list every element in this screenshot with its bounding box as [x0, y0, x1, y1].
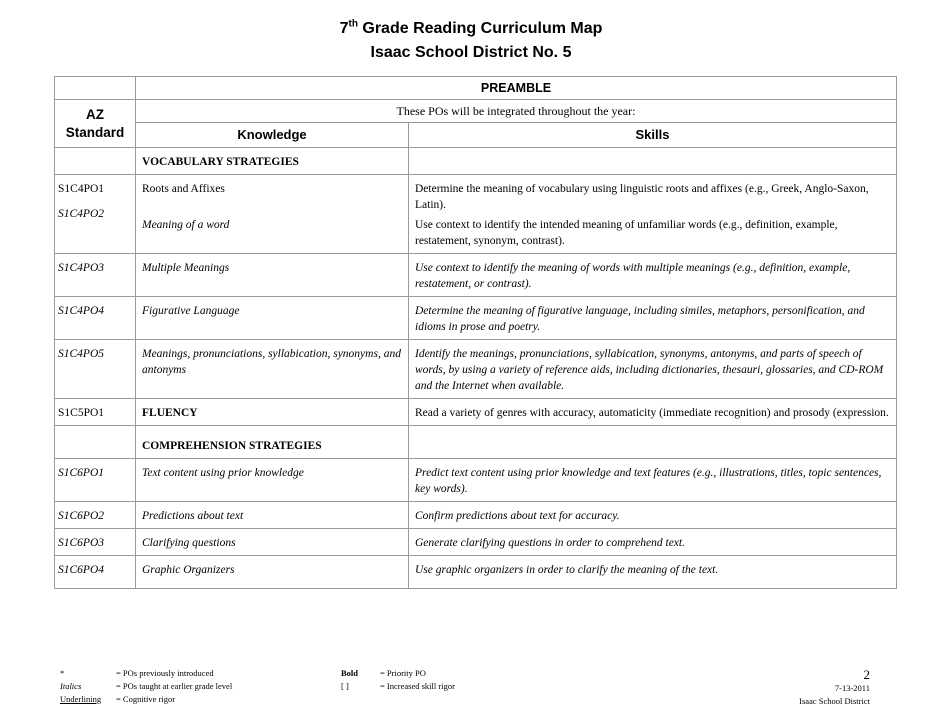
skill-cell: Identify the meanings, pronunciations, syllabication, synonyms, antonyms, and parts of speech of words, by using a variety of reference aids, including dictionaries, thesauri, glossaries, and CD-ROM and the Internet when available.	[409, 340, 897, 399]
knowledge-cell: Meanings, pronunciations, syllabication, synonyms, and antonyms	[136, 340, 409, 399]
po-code: S1C4PO2	[58, 208, 104, 220]
integration-row	[55, 100, 897, 123]
knowledge-cell: Figurative Language	[136, 297, 409, 340]
section-heading: VOCABULARY STRATEGIES	[136, 148, 409, 175]
column-header-row	[55, 123, 897, 148]
skill-cell: Generate clarifying questions in order to comprehend text.	[409, 529, 897, 556]
po-code: S1C6PO4	[55, 556, 136, 589]
skill-cell: Use context to identify the intended meaning of unfamiliar words (e.g., definition, example, restatement, synonym, contrast).	[415, 219, 838, 247]
skill-cell: Use graphic organizers in order to clarify the meaning of the text.	[409, 556, 897, 589]
po-code: S1C6PO1	[55, 459, 136, 502]
revision-date: 7-13-2011	[834, 683, 870, 693]
knowledge-cell: Graphic Organizers	[136, 556, 409, 589]
po-code: S1C6PO2	[55, 502, 136, 529]
knowledge-cell: FLUENCY	[136, 399, 409, 426]
knowledge-cell: Multiple Meanings	[136, 254, 409, 297]
legend-symbol: [ ]	[341, 681, 349, 691]
knowledge-cell: Meaning of a word	[142, 219, 230, 231]
legend-meaning: = Priority PO	[380, 668, 426, 678]
skill-cell: Use context to identify the meaning of words with multiple meanings (e.g., definition, example, restatement, or contrast).	[409, 254, 897, 297]
po-code: S1C5PO1	[55, 399, 136, 426]
legend-symbol: Italics	[60, 681, 82, 691]
curriculum-table	[54, 76, 897, 589]
legend-symbol: *	[60, 668, 65, 678]
table-row	[55, 340, 897, 399]
district-name: Isaac School District No. 5	[370, 44, 572, 61]
knowledge-cell: Predictions about text	[136, 502, 409, 529]
page-info	[799, 667, 870, 708]
organization: Isaac School District	[799, 696, 870, 706]
po-code: S1C4PO4	[55, 297, 136, 340]
legend-meaning: = POs taught at earlier grade level	[116, 681, 233, 691]
table-row	[55, 459, 897, 502]
table-row	[55, 254, 897, 297]
po-code: S1C4PO5	[55, 340, 136, 399]
table-row	[55, 297, 897, 340]
skill-cell: Read a variety of genres with accuracy, automaticity (immediate recognition) and prosody (expression.	[409, 399, 897, 426]
table-row	[55, 426, 897, 459]
legend-meaning: = Increased skill rigor	[380, 681, 455, 691]
table-row	[55, 175, 897, 254]
knowledge-cell: Roots and Affixes	[142, 183, 225, 195]
table-row	[55, 556, 897, 589]
table-row	[55, 529, 897, 556]
skill-cell: Predict text content using prior knowledge and text features (e.g., illustrations, titles, topic sentences, key words).	[409, 459, 897, 502]
skill-cell: Determine the meaning of vocabulary using linguistic roots and affixes (e.g., Greek, Anglo-Saxon, Latin).	[415, 183, 869, 211]
preamble-row	[55, 77, 897, 100]
po-code: S1C4PO1	[58, 183, 105, 195]
skill-cell: Determine the meaning of figurative language, including similes, metaphors, personification, and idioms in prose and poetry.	[409, 297, 897, 340]
knowledge-cell: Text content using prior knowledge	[136, 459, 409, 502]
skills-header: Skills	[409, 123, 897, 148]
table-row	[55, 399, 897, 426]
po-code: S1C4PO3	[55, 254, 136, 297]
knowledge-cell: Clarifying questions	[136, 529, 409, 556]
page-title: 7th Grade Reading Curriculum Map	[339, 18, 603, 37]
legend-meaning: = Cognitive rigor	[116, 694, 176, 704]
legend-meaning: = POs previously introduced	[116, 668, 214, 678]
preamble-heading: PREAMBLE	[136, 77, 897, 100]
section-heading: COMPREHENSION STRATEGIES	[136, 426, 409, 459]
table-row	[55, 148, 897, 175]
po-code: S1C6PO3	[55, 529, 136, 556]
integration-note: These POs will be integrated throughout the year:	[136, 100, 897, 123]
knowledge-header: Knowledge	[136, 123, 409, 148]
legend-symbol: Underlining	[60, 694, 102, 704]
skill-cell: Confirm predictions about text for accuracy.	[409, 502, 897, 529]
az-standard-header: AZ Standard	[55, 100, 136, 148]
table-row	[55, 502, 897, 529]
page-number: 2	[863, 667, 870, 682]
legend-symbol: Bold	[341, 668, 359, 678]
